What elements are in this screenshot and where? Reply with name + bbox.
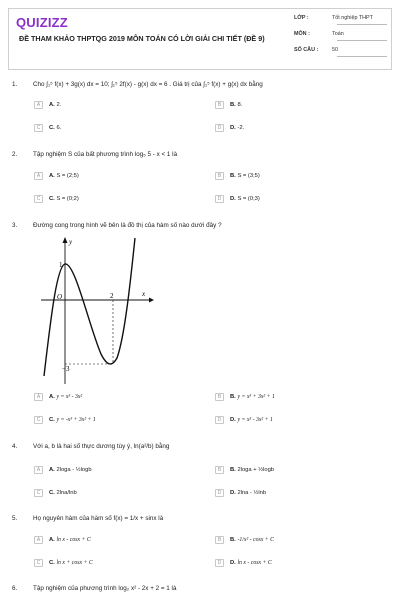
question-text: Đường cong trong hình vẽ bên là đồ thị của hàm số nào dưới đây ? [33,222,222,229]
meta-class: LỚP : Tốt nghiệp THPT [294,15,373,21]
meta-subject-value: Toán [332,31,344,37]
meta-class-value: Tốt nghiệp THPT [332,15,373,21]
option-key-box[interactable]: D [215,195,224,203]
option-key-box[interactable]: D [215,489,224,497]
origin-label: O [57,293,63,301]
option-c[interactable]: C C. S = (0;2) [34,194,79,204]
option-c[interactable]: C C. ln x + cosx + C [34,558,93,568]
option-key-box[interactable]: D [215,124,224,132]
question-number: 3. [12,222,18,229]
option-b[interactable]: B B. 8. [215,100,242,110]
cubic-curve [44,238,135,376]
y-min-label: −3 [62,365,70,373]
option-key-box[interactable]: B [215,393,224,401]
meta-count: SỐ CÂU : 50 [294,47,338,53]
question-text: Cho ∫₁⁵ f(x) + 3g(x) dx = 10; ∫₁⁵ 2f(x) - g(x) dx = 6 . Giá trị của ∫₁⁵ f(x) + g(x) dx bằng [33,81,263,88]
y-axis-label: y [69,238,73,246]
option-b[interactable]: B B. y = x³ + 3x² + 1 [215,392,275,402]
option-key-box[interactable]: A [34,393,43,401]
document-title: ĐỀ THAM KHẢO THPTQG 2019 MÔN TOÁN CÓ LỜI GIẢI CHI TIẾT (ĐỀ 9) [19,34,265,43]
option-c[interactable]: C C. 2lna/lnb [34,488,77,498]
meta-divider [337,24,387,25]
option-key-box[interactable]: A [34,172,43,180]
meta-divider [337,40,387,41]
question-number: 4. [12,443,18,450]
option-key-box[interactable]: C [34,489,43,497]
option-key-box[interactable]: A [34,101,43,109]
option-a[interactable]: A A. ln x - cosx + C [34,535,91,545]
option-d[interactable]: D D. 2lna - ½lnb [215,488,266,498]
option-a[interactable]: A A. y = x³ - 3x² [34,392,82,402]
meta-divider [337,56,387,57]
option-d[interactable]: D D. ln x - cosx + C [215,558,272,568]
question-number: 2. [12,151,18,158]
option-key-box[interactable]: B [215,536,224,544]
y-axis-arrow [63,237,68,243]
function-graph [41,236,155,384]
option-d[interactable]: D D. S = (0;3) [215,194,260,204]
option-key-box[interactable]: C [34,416,43,424]
option-a[interactable]: A A. 2loga - ½logb [34,465,92,475]
option-c[interactable]: C C. y = -x³ + 3x² + 1 [34,415,96,425]
option-key-box[interactable]: A [34,466,43,474]
meta-count-value: 50 [332,47,338,53]
option-d[interactable]: D D. -2. [215,123,244,133]
option-key-box[interactable]: A [34,536,43,544]
option-b[interactable]: B B. -1/x² - cosx + C [215,535,274,545]
question-text: Họ nguyên hàm của hàm số f(x) = 1/x + sinx là [33,515,164,522]
quizizz-logo: QUIZIZZ [16,15,68,30]
meta-subject: MÔN : Toán [294,31,344,37]
option-b[interactable]: B B. S = (3;5) [215,171,260,181]
option-key-box[interactable]: D [215,416,224,424]
option-key-box[interactable]: D [215,559,224,567]
option-a[interactable]: A A. S = (2;5) [34,171,79,181]
question-text: Tập nghiệm của phương trình log₂ x² - 2x + 2 = 1 là [33,585,177,592]
y-max-label: 1 [59,261,63,269]
question-number: 5. [12,515,18,522]
question-number: 6. [12,585,18,592]
option-a[interactable]: A A. 2. [34,100,61,110]
option-key-box[interactable]: B [215,172,224,180]
option-key-box[interactable]: B [215,101,224,109]
option-key-box[interactable]: C [34,124,43,132]
option-c[interactable]: C C. 6. [34,123,61,133]
option-key-box[interactable]: B [215,466,224,474]
x-axis-label: x [142,290,146,298]
option-key-box[interactable]: C [34,195,43,203]
option-key-box[interactable]: C [34,559,43,567]
question-text: Với a, b là hai số thực dương tùy ý, ln(a²/b) bằng [33,443,170,450]
x-axis-arrow [149,298,154,303]
x-tick-label: 2 [110,292,114,300]
question-number: 1. [12,81,18,88]
option-d[interactable]: D D. y = x³ - 3x² + 1 [215,415,273,425]
option-b[interactable]: B B. 2loga + ½logb [215,465,274,475]
question-text: Tập nghiệm S của bất phương trình log₅ 5 - x < 1 là [33,151,178,158]
